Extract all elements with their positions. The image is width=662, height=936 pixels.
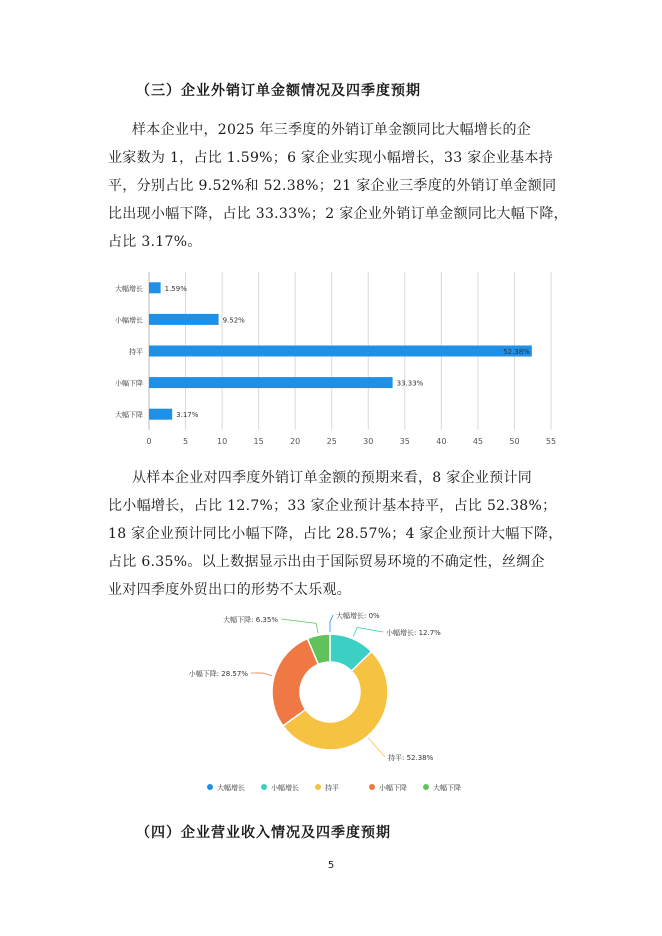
slice-data-label: 大幅增长: 0% (336, 612, 380, 620)
bar (149, 346, 532, 357)
y-category-label: 持平 (129, 348, 143, 356)
legend-marker (423, 784, 429, 790)
bar-data-label: 33.33% (396, 379, 424, 388)
bar-data-label: 52.38% (503, 348, 530, 356)
x-tick-label: 40 (436, 437, 447, 446)
leader-line (330, 615, 333, 632)
slice-data-label: 小幅下降: 28.57% (188, 670, 248, 678)
section-3-paragraph-1 (108, 116, 568, 256)
x-tick-label: 55 (545, 437, 557, 446)
slice-data-label: 大幅下降: 6.35% (223, 616, 278, 624)
legend-label: 大幅下降 (433, 784, 461, 792)
paragraph-line: 占比 3.17%。 (108, 234, 202, 250)
bar (149, 409, 172, 420)
paragraph-line: 业对四季度外贸出口的形势不太乐观。 (108, 582, 352, 598)
bar (149, 282, 161, 293)
x-tick-label: 35 (399, 437, 410, 446)
donut-slice (272, 639, 318, 726)
legend-marker (369, 784, 375, 790)
section-4-heading: （四）企业营业收入情况及四季度预期 (136, 825, 391, 841)
y-category-label: 小幅增长 (115, 316, 143, 325)
x-tick-label: 45 (472, 437, 484, 446)
x-tick-label: 50 (509, 437, 520, 446)
x-tick-label: 5 (182, 437, 189, 446)
paragraph-line: 样本企业中，2025 年三季度的外销订单金额同比大幅增长的企 (132, 122, 532, 138)
x-tick-label: 20 (290, 437, 301, 446)
paragraph-line: 18 家企业预计同比小幅下降，占比 28.57%；4 家企业预计大幅下降， (108, 526, 563, 542)
page-number: 5 (327, 860, 335, 871)
paragraph-line: 业家数为 1，占比 1.59%；6 家企业实现小幅增长，33 家企业基本持 (108, 150, 554, 166)
x-tick-label: 15 (253, 437, 264, 446)
paragraph-line: 平，分别占比 9.52%和 52.38%；21 家企业三季度的外销订单金额同 (108, 178, 557, 194)
donut-chart (170, 604, 500, 804)
paragraph-line: 比小幅增长，占比 12.7%；33 家企业预计基本持平，占比 52.38%； (108, 498, 557, 514)
leader-line (251, 673, 272, 676)
paragraph-line: 占比 6.35%。以上数据显示出由于国际贸易环境的不确定性，丝绸企 (108, 554, 545, 570)
x-tick-label: 0 (146, 437, 152, 446)
slice-data-label: 持平: 52.38% (388, 754, 434, 762)
section-3-paragraph-2 (108, 464, 563, 604)
y-category-label: 大幅增长 (115, 284, 143, 293)
bar (149, 314, 219, 325)
y-category-label: 大幅下降 (115, 411, 143, 420)
x-tick-label: 25 (326, 437, 337, 446)
legend-label: 小幅下降 (379, 784, 407, 792)
x-tick-label: 10 (216, 437, 228, 446)
bar-data-label: 1.59% (164, 284, 187, 293)
bar-data-label: 3.17% (176, 411, 199, 420)
bar-data-label: 9.52% (222, 316, 245, 325)
legend-marker (315, 784, 321, 790)
bar (149, 377, 393, 388)
legend-label: 持平 (325, 784, 339, 792)
leader-line (281, 619, 318, 633)
x-tick-label: 30 (363, 437, 374, 446)
legend-marker (261, 784, 267, 790)
leader-line (353, 627, 383, 636)
paragraph-line: 从样本企业对四季度外销订单金额的预期来看，8 家企业预计同 (132, 470, 533, 486)
paragraph-line: 比出现小幅下降，占比 33.33%；2 家企业外销订单金额同比大幅下降， (108, 206, 568, 222)
section-3-heading: （三）企业外销订单金额情况及四季度预期 (136, 83, 421, 99)
bar-chart (100, 266, 580, 456)
slice-data-label: 小幅增长: 12.7% (386, 629, 441, 637)
y-category-label: 小幅下降 (115, 379, 143, 388)
leader-line (369, 738, 385, 757)
legend-label: 小幅增长 (271, 784, 299, 792)
legend-label: 大幅增长 (217, 784, 245, 792)
legend-marker (207, 784, 213, 790)
